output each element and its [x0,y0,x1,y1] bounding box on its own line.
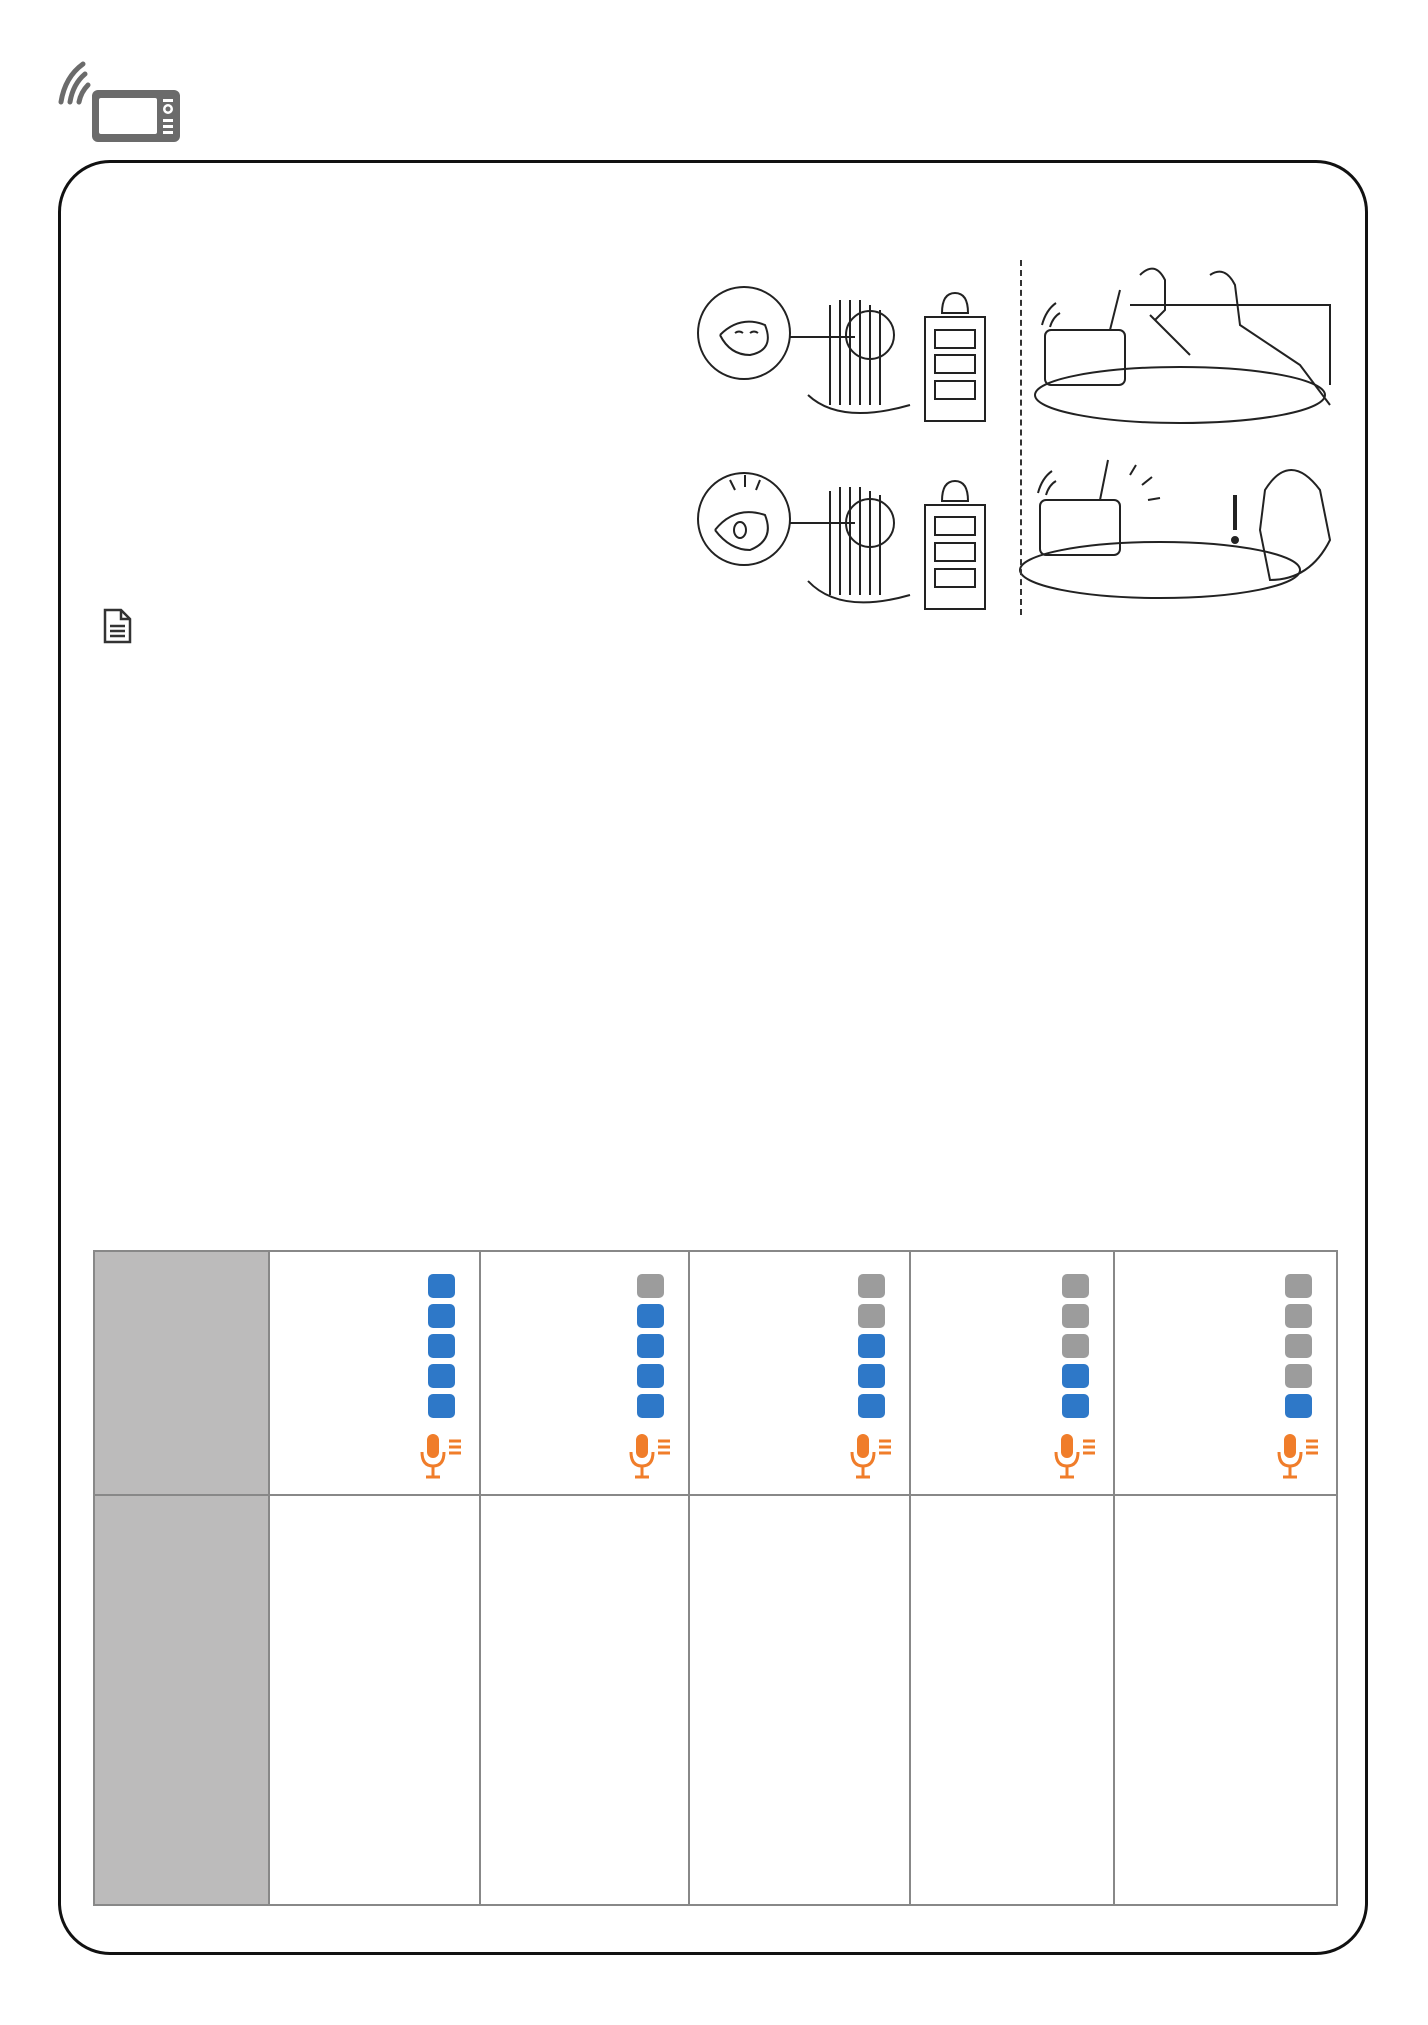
description-cell [911,1496,1115,1904]
level-bar-active [428,1274,455,1298]
level-bar-inactive [1285,1334,1312,1358]
table-row-header-top [95,1252,270,1496]
microphone-sensitivity-icon [1053,1432,1099,1480]
level-cell [1115,1252,1336,1496]
table-row-header-bottom [95,1496,270,1904]
level-bar-active [1062,1394,1089,1418]
level-bar-active [1285,1394,1312,1418]
level-bar-active [428,1364,455,1388]
level-cell [690,1252,911,1496]
level-cell [481,1252,690,1496]
level-bar-active [637,1364,664,1388]
level-bars [858,1274,885,1418]
illustration-divider [1020,260,1022,615]
microphone-sensitivity-icon [628,1432,674,1480]
level-cell [270,1252,481,1496]
microphone-sensitivity-icon [1276,1432,1322,1480]
level-bar-inactive [1062,1274,1089,1298]
description-cell [481,1496,690,1904]
level-bar-active [428,1394,455,1418]
level-bar-inactive [1285,1304,1312,1328]
description-cell [690,1496,911,1904]
level-bar-inactive [637,1274,664,1298]
level-bar-inactive [858,1274,885,1298]
monitor-unit-wireless-icon [55,52,185,147]
note-document-icon [100,607,134,645]
level-bar-inactive [1285,1364,1312,1388]
sensitivity-level-table [93,1250,1338,1906]
microphone-sensitivity-icon [419,1432,465,1480]
level-bar-inactive [1062,1304,1089,1328]
level-bars [637,1274,664,1418]
level-bar-active [637,1304,664,1328]
level-bar-inactive [1285,1274,1312,1298]
description-cell [270,1496,481,1904]
level-bars [1285,1274,1312,1418]
level-bar-active [858,1364,885,1388]
level-bar-active [428,1304,455,1328]
level-bars [1062,1274,1089,1418]
level-bar-active [428,1334,455,1358]
level-bars [428,1274,455,1418]
description-cell [1115,1496,1336,1904]
level-cell [911,1252,1115,1496]
level-bar-active [858,1334,885,1358]
level-bar-active [637,1334,664,1358]
level-bar-inactive [1062,1334,1089,1358]
level-bar-inactive [858,1304,885,1328]
level-bar-active [637,1394,664,1418]
level-bar-active [1062,1364,1089,1388]
microphone-sensitivity-icon [849,1432,895,1480]
level-bar-active [858,1394,885,1418]
